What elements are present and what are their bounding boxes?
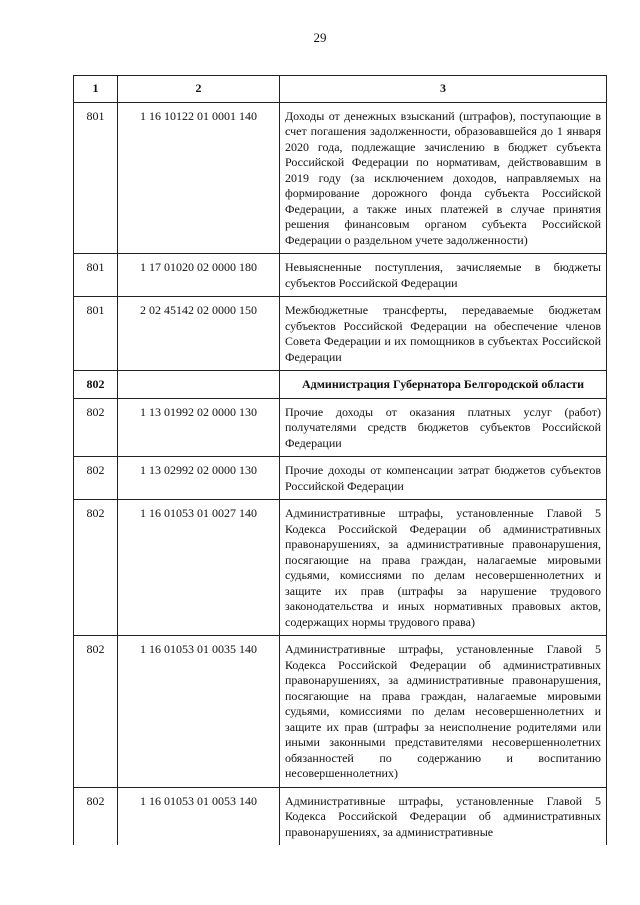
page-number: 29 — [313, 30, 327, 45]
budget-code-cell: 1 16 01053 01 0027 140 — [118, 500, 280, 636]
description-cell: Доходы от денежных взысканий (штрафов), поступающие в счет погашения задолженности, образовавшейся до 1 января 2020 года, подлежащие зачислению в бюджет субъекта Российской Федерации по нормативам, действовавшим в 2019 году (за исключением доходов, направляемых на формирование дорожного фонда субъекта Российской Федерации, а также иных платежей в случае принятия решения финансовым органом субъекта Российской Федерации о раздельном учете задолженности) — [280, 102, 607, 254]
description-cell: Прочие доходы от оказания платных услуг (работ) получателями средств бюджетов субъектов Российской Федерации — [280, 398, 607, 457]
table-header-row — [74, 76, 607, 103]
table-row — [74, 457, 607, 500]
header-col-3: 3 — [280, 76, 607, 103]
admin-code-cell: 802 — [74, 787, 118, 845]
description-cell: Административные штрафы, установленные Главой 5 Кодекса Российской Федерации об административных правонарушениях, за административные правонарушения, посягающие на права граждан, налагаемые мировыми судьями, комиссиями по делам несовершеннолетних и защите их прав (штрафы за нарушение трудового законодательства и иных нормативных правовых актов, содержащих нормы трудового права) — [280, 500, 607, 636]
admin-code-cell: 801 — [74, 297, 118, 371]
budget-code-cell: 1 16 01053 01 0053 140 — [118, 787, 280, 845]
description-cell: Администрация Губернатора Белгородской области — [280, 371, 607, 399]
budget-code-cell: 2 02 45142 02 0000 150 — [118, 297, 280, 371]
budget-code-cell: 1 13 02992 02 0000 130 — [118, 457, 280, 500]
table-body — [74, 76, 607, 846]
table-row — [74, 398, 607, 457]
budget-code-cell: 1 16 01053 01 0035 140 — [118, 636, 280, 788]
header-col-1: 1 — [74, 76, 118, 103]
description-cell: Административные штрафы, установленные Главой 5 Кодекса Российской Федерации об административных правонарушениях, за административные — [280, 787, 607, 845]
table-row — [74, 254, 607, 297]
admin-code-cell: 802 — [74, 371, 118, 399]
budget-revenue-table — [73, 75, 607, 845]
admin-code-cell: 802 — [74, 457, 118, 500]
table-row — [74, 297, 607, 371]
header-col-2: 2 — [118, 76, 280, 103]
admin-code-cell: 802 — [74, 636, 118, 788]
budget-code-cell: 1 16 10122 01 0001 140 — [118, 102, 280, 254]
table-row — [74, 371, 607, 399]
admin-code-cell: 801 — [74, 102, 118, 254]
description-cell: Прочие доходы от компенсации затрат бюджетов субъектов Российской Федерации — [280, 457, 607, 500]
table-row — [74, 787, 607, 845]
table-row — [74, 102, 607, 254]
budget-code-cell — [118, 371, 280, 399]
admin-code-cell: 802 — [74, 500, 118, 636]
table-row — [74, 636, 607, 788]
budget-code-cell: 1 17 01020 02 0000 180 — [118, 254, 280, 297]
description-cell: Межбюджетные трансферты, передаваемые бюджетам субъектов Российской Федерации на обеспечение членов Совета Федерации и их помощников в субъектах Российской Федерации — [280, 297, 607, 371]
admin-code-cell: 801 — [74, 254, 118, 297]
budget-code-cell: 1 13 01992 02 0000 130 — [118, 398, 280, 457]
table-row — [74, 500, 607, 636]
description-cell: Невыясненные поступления, зачисляемые в бюджеты субъектов Российской Федерации — [280, 254, 607, 297]
description-cell: Административные штрафы, установленные Главой 5 Кодекса Российской Федерации об административных правонарушениях, за административные правонарушения, посягающие на права граждан, налагаемые мировыми судьями, комиссиями по делам несовершеннолетних и защите их прав (штрафы за неисполнение родителями или иными законными представителями несовершеннолетних обязанностей по содержанию и воспитанию несовершеннолетних) — [280, 636, 607, 788]
admin-code-cell: 802 — [74, 398, 118, 457]
